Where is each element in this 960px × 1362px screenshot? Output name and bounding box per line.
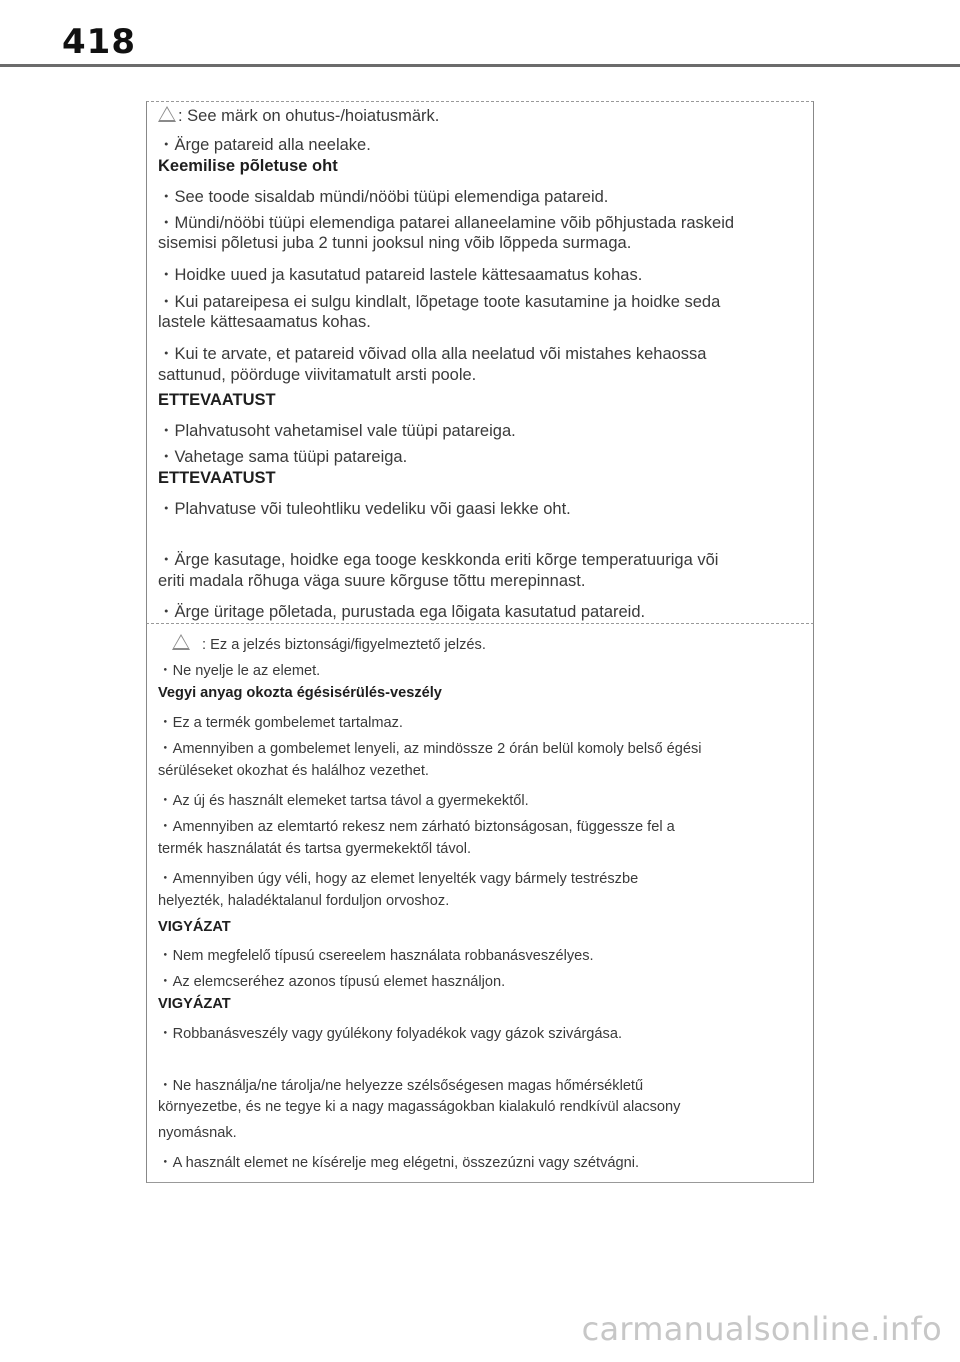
text-line: ・Amennyiben úgy véli, hogy az elemet lenyelték vagy bármely testrészbe: [158, 871, 639, 887]
text-line: ・Ärge üritage põletada, purustada ega lõigata kasutatud patareid.: [158, 603, 646, 621]
text-line: ・Az elemcseréhez azonos típusú elemet használjon.: [158, 974, 506, 990]
text-line: ・Amennyiben a gombelemet lenyeli, az mindössze 2 órán belül komoly belső égési: [158, 741, 702, 757]
text-line: nyomásnak.: [158, 1125, 237, 1141]
text-line: ・Kui patareipesa ei sulgu kindlalt, lõpetage toote kasutamine ja hoidke seda: [158, 293, 721, 311]
section-heading: ETTEVAATUST: [158, 391, 276, 409]
text-line: ・Robbanásveszély vagy gyúlékony folyadékok vagy gázok szivárgása.: [158, 1026, 623, 1042]
text-line: ・Kui te arvate, et patareid võivad olla alla neelatud või mistahes kehaossa: [158, 345, 707, 363]
text-line: ・Ne nyelje le az elemet.: [158, 663, 321, 679]
hungarian-symbol-text: : Ez a jelzés biztonsági/figyelmeztető jelzés.: [202, 637, 486, 653]
header-rule: [0, 64, 960, 67]
text-line: ・Az új és használt elemeket tartsa távol a gyermekektől.: [158, 793, 529, 809]
text-line: ・Plahvatusoht vahetamisel vale tüüpi patareiga.: [158, 422, 516, 440]
text-line: ・Ärge kasutage, hoidke ega tooge keskkonda eriti kõrge temperatuuriga või: [158, 551, 719, 569]
page-number: 418: [62, 22, 136, 62]
text-line: lastele kättesaamatus kohas.: [158, 313, 371, 331]
text-line: ・Vahetage sama tüüpi patareiga.: [158, 448, 408, 466]
text-line: ・Amennyiben az elemtartó rekesz nem zárható biztonságosan, függessze fel a: [158, 819, 675, 835]
estonian-symbol-line: [158, 106, 439, 126]
text-line: ・Plahvatuse või tuleohtliku vedeliku või gaasi lekke oht.: [158, 500, 571, 518]
text-line: ・Ärge patareid alla neelake.: [158, 136, 371, 154]
text-line: ・See toode sisaldab mündi/nööbi tüüpi elemendiga patareid.: [158, 188, 609, 206]
text-line: környezetbe, és ne tegye ki a nagy magasságokban kialakuló rendkívül alacsony: [158, 1099, 681, 1115]
warning-triangle-icon: [172, 634, 190, 650]
text-line: ・Nem megfelelő típusú csereelem használata robbanásveszélyes.: [158, 948, 594, 964]
text-line: sattunud, pöörduge viivitamatult arsti poole.: [158, 366, 477, 384]
text-line: ・Ez a termék gombelemet tartalmaz.: [158, 715, 403, 731]
text-line: helyezték, haladéktalanul forduljon orvoshoz.: [158, 893, 450, 909]
text-line: sisemisi põletusi juba 2 tunni jooksul ning võib lõppeda surmaga.: [158, 234, 632, 252]
text-line: termék használatát és tartsa gyermekektől távol.: [158, 841, 472, 857]
text-line: ・Mündi/nööbi tüüpi elemendiga patarei allaneelamine võib põhjustada raskeid: [158, 214, 735, 232]
section-heading: Vegyi anyag okozta égésisérülés-veszély: [158, 685, 442, 701]
text-line: sérüléseket okozhat és halálhoz vezethet.: [158, 763, 429, 779]
section-heading: VIGYÁZAT: [158, 996, 231, 1012]
text-line: ・A használt elemet ne kísérelje meg elégetni, összezúzni vagy szétvágni.: [158, 1155, 640, 1171]
hungarian-symbol-line: [158, 634, 486, 653]
warning-triangle-icon: [158, 106, 176, 122]
section-heading: Keemilise põletuse oht: [158, 157, 338, 175]
text-line: ・Hoidke uued ja kasutatud patareid lastele kättesaamatus kohas.: [158, 266, 643, 284]
watermark: carmanualsonline.info: [581, 1310, 942, 1348]
section-heading: ETTEVAATUST: [158, 469, 276, 487]
text-line: eriti madala rõhuga väga suure kõrguse tõttu merepinnast.: [158, 572, 586, 590]
estonian-symbol-text: : See märk on ohutus-/hoiatusmärk.: [178, 107, 440, 125]
text-line: ・Ne használja/ne tárolja/ne helyezze szélsőségesen magas hőmérsékletű: [158, 1078, 644, 1094]
section-heading: VIGYÁZAT: [158, 919, 231, 935]
